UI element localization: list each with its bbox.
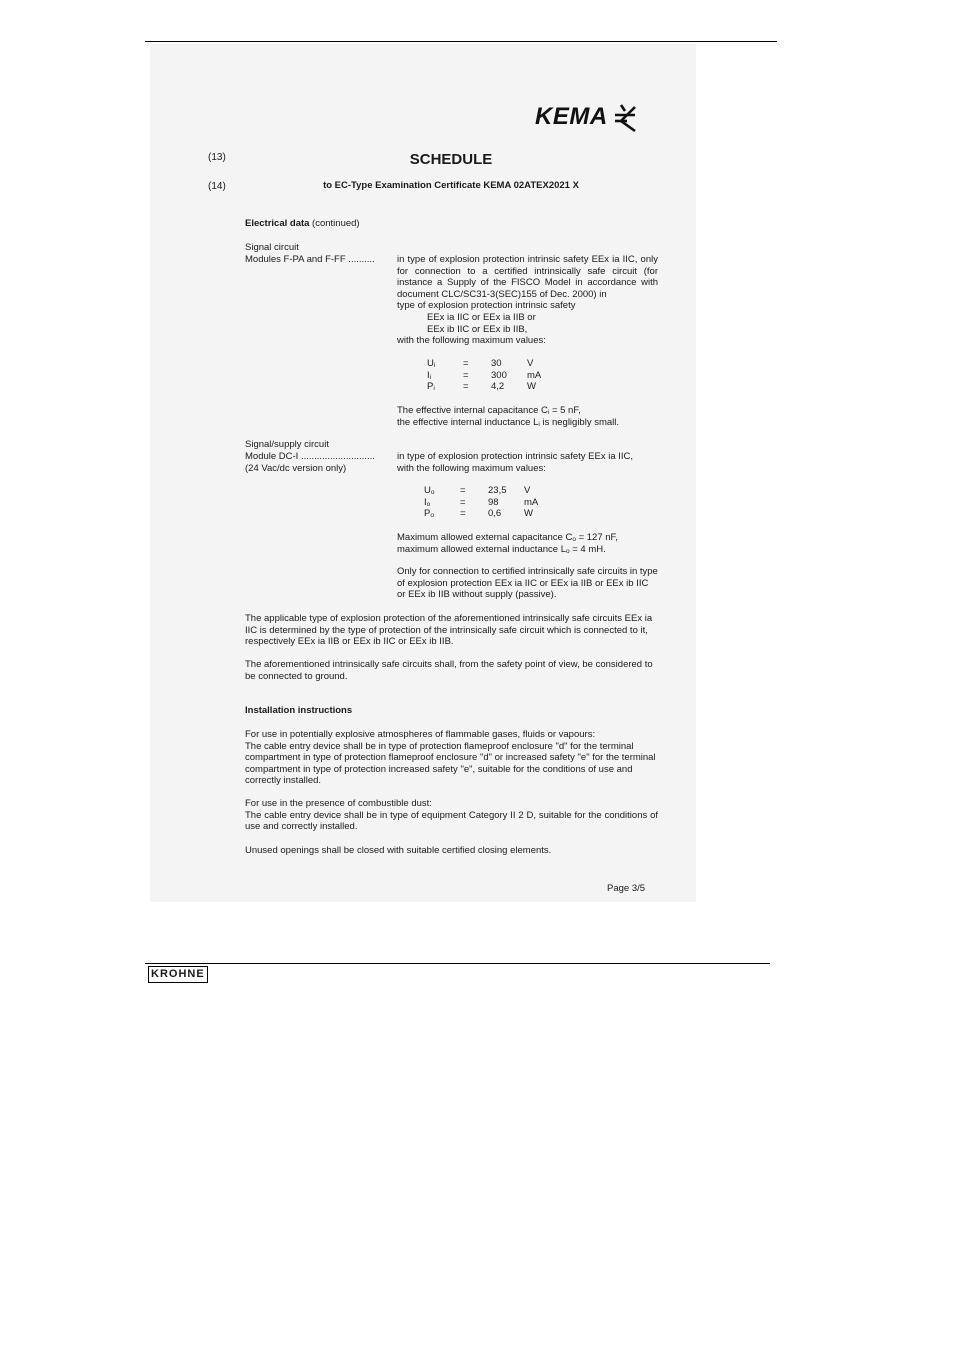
supply-circuit-maxvals-intro: with the following maximum values: bbox=[397, 462, 546, 474]
value-unit: V bbox=[527, 358, 534, 369]
signal-circuit-label-line1: Signal circuit bbox=[245, 242, 299, 253]
table-row bbox=[427, 381, 541, 393]
gas-use-section bbox=[245, 729, 658, 787]
schedule-title: SCHEDULE bbox=[409, 151, 493, 168]
top-rule bbox=[145, 41, 777, 42]
table-row bbox=[427, 358, 541, 370]
unused-openings-paragraph: Unused openings shall be closed with suitable certified closing elements. bbox=[245, 845, 552, 856]
supply-capacitance: Maximum allowed external capacitance $C_o = 127$ nF, bbox=[397, 532, 618, 543]
value-unit: W bbox=[527, 381, 536, 393]
value-equals: = bbox=[463, 381, 469, 393]
supply-circuit-label-line1: Signal/supply circuit bbox=[245, 439, 329, 450]
value-unit: mA bbox=[527, 369, 542, 381]
electrical-data-heading-suffix: (continued) bbox=[309, 218, 360, 229]
kema-lightning-icon bbox=[613, 103, 639, 133]
supply-connection-note: Only for connection to certified intrinsically safe circuits in type of explosion protection EEx ia IIC or EEx ia IIB or EEx ib IIC or EEx ib IIB without supply (passive). bbox=[397, 566, 658, 601]
table-row bbox=[424, 508, 538, 520]
value-equals: = bbox=[460, 496, 466, 508]
page-number: Page 3/5 bbox=[607, 883, 646, 894]
value-number: 0,6 bbox=[488, 508, 502, 520]
value-symbol: $P_o$ bbox=[424, 508, 434, 520]
gas-use-intro: For use in potentially explosive atmospheres of flammable gases, fluids or vapours: bbox=[245, 729, 596, 740]
value-number: 98 bbox=[488, 496, 499, 508]
bottom-rule bbox=[145, 963, 770, 964]
table-row bbox=[424, 497, 538, 509]
applicable-protection-paragraph: The applicable type of explosion protection of the aforementioned intrinsically safe circuits EEx ia IIC is determined by the type of protection of the intrinsically safe circuit which is connected to it, respectively EEx ia IIB or EEx ib IIC or EEx ib IIB. bbox=[245, 613, 653, 648]
section-number-14: (14) bbox=[208, 181, 226, 192]
dust-use-intro: For use in the presence of combustible dust: bbox=[245, 798, 432, 809]
signal-circuit-label bbox=[245, 242, 395, 266]
signal-circuit-option-2: EEx ib IIC or EEx ib IIB, bbox=[427, 323, 528, 335]
supply-circuit-label-line2: Module DC-I ............................ bbox=[245, 451, 375, 462]
supply-circuit-values-table bbox=[424, 485, 538, 520]
table-row bbox=[427, 370, 541, 382]
supply-circuit-desc-text: in type of explosion protection intrinsic safety EEx ia IIC, bbox=[397, 451, 634, 462]
value-equals: = bbox=[460, 485, 466, 496]
value-number: 300 bbox=[491, 369, 507, 381]
gas-use-text: The cable entry device shall be in type of protection flameproof enclosure "d" for the terminal compartment in type of protection flameproof enclosure "d" or increased safety "e" for the terminal compartment in type of protection increased safety "e", suitable for the conditions of use and correctly installed. bbox=[245, 740, 656, 787]
value-symbol: $U_o$ bbox=[424, 485, 435, 496]
supply-circuit-parameters bbox=[397, 532, 658, 555]
kema-logo: KEMA bbox=[535, 103, 608, 130]
dust-use-section bbox=[245, 798, 658, 833]
ground-paragraph: The aforementioned intrinsically safe circuits shall, from the safety point of view, be considered to be connected to ground. bbox=[245, 659, 653, 682]
value-unit: V bbox=[524, 485, 531, 496]
signal-capacitance: The effective internal capacitance $C_i = 5$ nF, bbox=[397, 405, 581, 416]
value-unit: mA bbox=[524, 496, 539, 508]
installation-heading: Installation instructions bbox=[245, 705, 353, 716]
value-symbol: $I_o$ bbox=[424, 496, 431, 508]
value-equals: = bbox=[460, 508, 466, 520]
value-symbol: $P_i$ bbox=[427, 381, 435, 393]
supply-circuit-label bbox=[245, 439, 395, 475]
supply-circuit-description bbox=[397, 451, 658, 474]
certificate-subtitle: to EC-Type Examination Certificate KEMA 02ATEX2021 X bbox=[323, 180, 579, 191]
signal-circuit-option-1: EEx ia IIC or EEx ia IIB or bbox=[427, 311, 536, 323]
signal-circuit-values-table bbox=[427, 358, 541, 393]
signal-circuit-parameters bbox=[397, 405, 658, 428]
value-symbol: $U_i$ bbox=[427, 358, 436, 369]
value-symbol: $I_i$ bbox=[427, 369, 432, 381]
table-row bbox=[424, 485, 538, 497]
value-number: 4,2 bbox=[491, 381, 505, 393]
signal-circuit-label-line2: Modules F-PA and F-FF .......... bbox=[245, 254, 375, 265]
section-number-13: (13) bbox=[208, 152, 226, 163]
value-number: 23,5 bbox=[488, 485, 507, 496]
value-number: 30 bbox=[491, 358, 502, 369]
supply-inductance: maximum allowed external inductance $L_o = 4$ mH. bbox=[397, 543, 606, 555]
signal-circuit-description bbox=[397, 254, 658, 347]
signal-circuit-desc-text: in type of explosion protection intrinsic safety EEx ia IIC, only for connection to a certified intrinsically safe circuit (for instance a Supply of the FISCO Model in accordance with document CLC/SC31-3(SEC)155 of Dec. 2000) in bbox=[397, 254, 658, 300]
signal-inductance: the effective internal inductance $L_i$ is negligibly small. bbox=[397, 416, 620, 428]
krohne-logo: KROHNE bbox=[148, 966, 208, 983]
value-equals: = bbox=[463, 358, 469, 369]
signal-circuit-desc-line: type of explosion protection intrinsic safety bbox=[397, 300, 576, 312]
dust-use-text: The cable entry device shall be in type of equipment Category II 2 D, suitable for the conditions of use and correctly installed. bbox=[245, 809, 658, 833]
value-equals: = bbox=[463, 369, 469, 381]
value-unit: W bbox=[524, 508, 533, 520]
electrical-data-heading-bold: Electrical data bbox=[245, 218, 310, 229]
electrical-data-heading bbox=[245, 218, 360, 229]
supply-circuit-label-line3: (24 Vac/dc version only) bbox=[245, 463, 347, 474]
signal-circuit-maxvals-intro: with the following maximum values: bbox=[397, 335, 546, 347]
